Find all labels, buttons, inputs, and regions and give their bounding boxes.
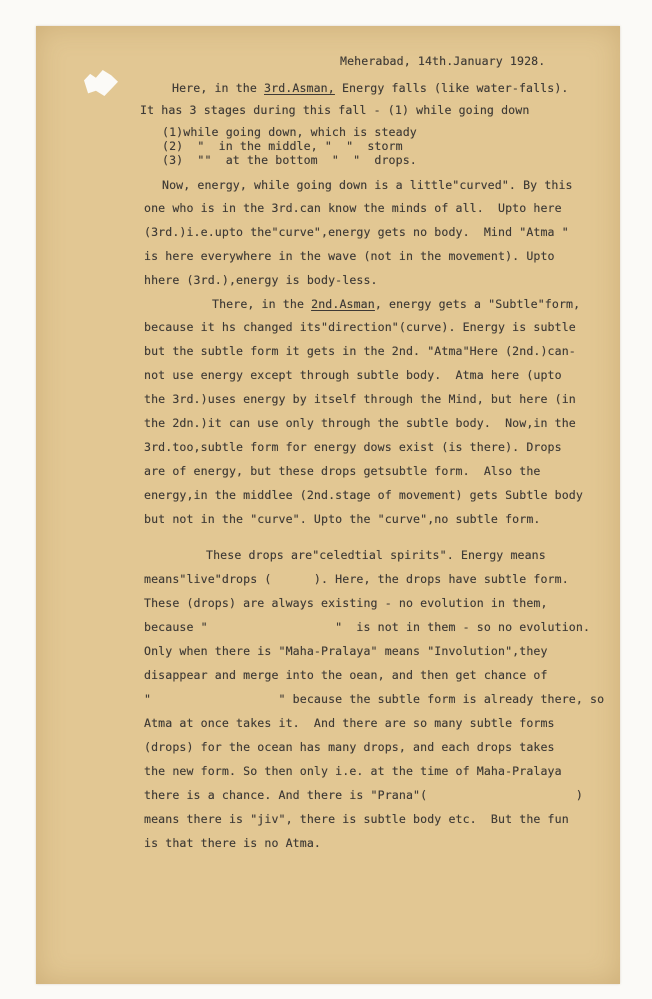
p3-line-10: but not in the "curve". Upto the "curve",no subtle form. [144, 512, 541, 526]
p4-line-4: because " " is not in them - so no evolution. [144, 620, 591, 634]
p2-line-1: Now, energy, while going down is a little"curved". By this [162, 178, 573, 192]
p4-line-8: Atma at once takes it. And there are so many subtle forms [144, 716, 555, 730]
p3-line-3: but the subtle form it gets in the 2nd. "Atma"Here (2nd.)can- [144, 344, 576, 358]
typewritten-page [36, 26, 620, 984]
p3-line-1 [212, 297, 580, 311]
p3-text-end: , energy gets a "Subtle"form, [374, 297, 581, 311]
p4-line-9: (drops) for the ocean has many drops, and each drops takes [144, 740, 555, 754]
stage-line-2: (2) " in the middle, " " storm [162, 139, 403, 153]
p3-line-9: energy,in the middlee (2nd.stage of movement) gets Subtle body [144, 488, 583, 502]
p3-line-5: the 3rd.)uses energy by itself through the Mind, but here (in [144, 392, 576, 406]
underlined-2nd-asman: 2nd.Asman [311, 297, 375, 311]
p3-text: There, in the [212, 297, 312, 311]
p3-line-2: because it hs changed its"direction"(curve). Energy is subtle [144, 320, 576, 334]
p4-line-13: is that there is no Atma. [144, 836, 322, 850]
p3-line-4: not use energy except through subtle body. Atma here (upto [144, 368, 562, 382]
stage-line-1: (1)while going down, which is steady [162, 125, 417, 139]
p2-line-5: hhere (3rd.),energy is body-less. [144, 273, 378, 287]
p4-line-2: means"live"drops ( ). Here, the drops have subtle form. [144, 572, 569, 586]
date-line: Meherabad, 14th.January 1928. [340, 54, 546, 68]
p4-line-10: the new form. So then only i.e. at the time of Maha-Pralaya [144, 764, 562, 778]
p2-line-2: one who is in the 3rd.can know the minds of all. Upto here [144, 201, 562, 215]
p4-line-11: there is a chance. And there is "Prana"( ) [144, 788, 583, 802]
p4-line-3: These (drops) are always existing - no evolution in them, [144, 596, 548, 610]
p1-text: Here, in the [172, 81, 265, 95]
p3-line-7: 3rd.too,subtle form for energy dows exist (is there). Drops [144, 440, 562, 454]
p1-text-end: Energy falls (like water-falls). [334, 81, 569, 95]
stage-line-3: (3) "" at the bottom " " drops. [162, 153, 417, 167]
underlined-3rd-asman: 3rd.Asman, [264, 81, 335, 95]
p3-line-6: the 2dn.)it can use only through the subtle body. Now,in the [144, 416, 576, 430]
p4-line-12: means there is "jiv", there is subtle body etc. But the fun [144, 812, 569, 826]
p1-line-2: It has 3 stages during this fall - (1) while going down [140, 103, 530, 117]
p2-line-4: is here everywhere in the wave (not in the movement). Upto [144, 249, 555, 263]
p4-line-7: " " because the subtle form is already there, so [144, 692, 605, 706]
p4-line-5: Only when there is "Maha-Pralaya" means "Involution",they [144, 644, 548, 658]
p1-line-1 [172, 81, 569, 95]
p3-line-8: are of energy, but these drops getsubtle form. Also the [144, 464, 541, 478]
p2-line-3: (3rd.)i.e.upto the"curve",energy gets no body. Mind "Atma " [144, 225, 569, 239]
p4-line-1: These drops are"celedtial spirits". Energy means [206, 548, 546, 562]
p4-line-6: disappear and merge into the oean, and then get chance of [144, 668, 548, 682]
